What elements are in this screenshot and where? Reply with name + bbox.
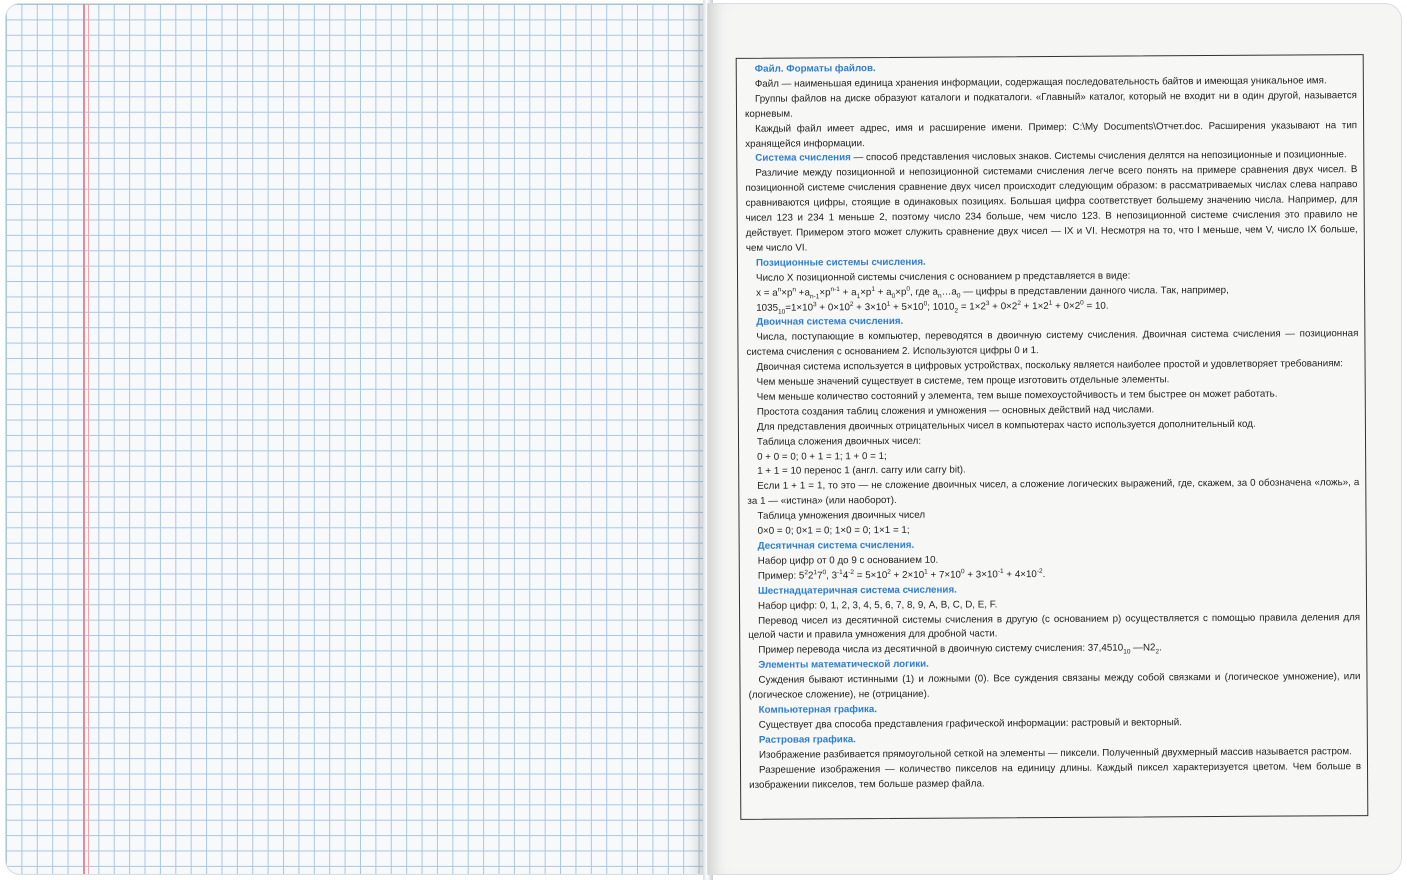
paragraph: Набор цифр: 0, 1, 2, 3, 4, 5, 6, 7, 8, 9, A, B, C, D, E, F. [757,598,998,612]
paragraph: Изображение разбивается прямоугольной сеткой на элементы — пиксели. Полученный двухмерный массив называется растром. [758,745,1352,761]
section-title-graphics: Компьютерная графика. [758,704,878,716]
paragraph: Если 1 + 1 = 1, то это — не сложение двоичных чисел, а сложение логических выражений, где, скажем, за 0 обозначена «ложь», а за 1 — «истина» (или наоборот). [747,477,1360,508]
reference-page [708,4,1401,874]
margin-line [83,4,85,874]
paragraph: Двоичная система используется в цифровых устройствах, поскольку является наиболее простой и удовлетворяет требованиям: [756,358,1343,373]
paragraph: 1 + 1 = 10 перенос 1 (англ. carry или carry bit). [757,464,966,478]
paragraph: Таблица сложения двоичных чисел: [756,435,922,448]
paragraph: Числа, поступающие в компьютер, переводятся в двоичную систему счисления. Двоичная система счисления — позиционная система счисления с основанием 2. Используются цифры 0 и 1. [746,328,1359,359]
paragraph: Каждый файл имеет адрес, имя и расширение имени. Пример: C:\My Documents\Отчет.doc. Расширения указывают на тип хранящейся информации. [745,119,1358,150]
section-title-binary: Двоичная система счисления. [756,316,904,329]
paragraph: Чем меньше значений существует в системе, тем проще изготовить отдельные элементы. [756,374,1170,388]
margin-line-secondary [88,4,89,874]
numsys-text: — способ представления числовых знаков. Системы счисления делятся на непозиционные и позиционные. [850,149,1347,164]
reference-text [745,59,1361,793]
paragraph: Суждения бывают истинными (1) и ложными (0). Все суждения связаны между собой связками и (логическое умножение), или (логическое сложение), не (отрицание). [748,671,1361,701]
paragraph: Различие между позиционной и непозиционной системами счисления легче всего понять на примере сравнения двух чисел. В позиционной системе счисления сравнение двух чисел происходит следующим образом: в рассматриваемых числах слева направо сравниваются цифры, стоящие в одинаковых позициях. Большая цифра соответствует большему значению числа. Например, для чисел 123 и 234 1 меньше 2, поэтому число 234 больше, чем число 123. В непозиционной системе счисления это правило не действует. Примером этого может служить сравнение двух чисел — IX и VI. Несмотря на то, что I меньше, чем V, число IX больше, чем число VI. [745,164,1358,254]
section-title-decimal: Десятичная система счисления. [757,539,915,552]
paragraph: Группы файлов на диске образуют каталоги и подкаталоги. «Главный» каталог, который не входит ни в один другой, называется корневым. [744,89,1357,120]
section-title-raster: Растровая графика. [758,733,856,746]
paragraph: Простота создания таблиц сложения и умножения — основных действий над числами. [756,404,1155,418]
paragraph: Перевод чисел из десятичной системы счисления в другую (с основанием p) осуществляется с помощью правила деления для целой части и правила умножения для дробной части. [748,611,1361,642]
paragraph: Чем меньше количество состояний у элемента, тем выше помехоустойчивость и тем быстрее он может работать. [756,388,1278,403]
paragraph: Набор цифр от 0 до 9 с основанием 10. [757,554,939,567]
paragraph: Число X позиционной системы счисления с основанием p представляется в виде: [755,270,1131,284]
formula-line: $x = a^n\times p^n +a_{n-1}\times p^{n-1} + a_1\times p^1 + a_0\times p^0$, где $a_n\dots a_0$ — цифры в представлении данного числа. Так, например, [756,284,1229,301]
formula-line: Пример перевода числа из десятичной в двоичную систему счисления: $37,4510_{10}$ $—N2_2$. [758,642,1162,657]
formula-line: $1035_{10}=1\times 10^3 + 0\times 10^2 + 3\times 10^1 + 5\times 10^0$; $1010_2 = 1\times 2^3 + 0\times 2^2 + 1\times 2^1 + 0\times 2^0 = 10$. [756,299,1109,316]
paragraph: Для представления двоичных отрицательных чисел в компьютерах часто используется дополнительный код. [756,418,1256,433]
paragraph: Файл — наименьшая единица хранения информации, содержащая последовательность байтов и имеющая уникальное имя. [754,75,1327,90]
section-title-logic: Элементы математической логики. [758,659,929,672]
paragraph: Существует два способа представления графической информации: растровый и векторный. [758,717,1182,731]
section-title-positional: Позиционные системы счисления. [755,256,926,269]
paragraph: Разрешение изображения — количество пикселов на единицу длины. Каждый пиксел характеризуется цветом. Чем больше в изображении пикселов, тем больше размер файла. [749,760,1362,791]
section-title-hex: Шестнадцатеричная система счисления. [757,584,957,597]
graph-paper-page [6,4,706,874]
formula-line: Пример: $5^22^17^0$, $3^{-1}4^{-2} = 5\times 10^2 + 2\times 10^1 + 7\times 10^0 + 3\times 10^{-1} + 4\times 10^{-2}$. [757,567,1046,582]
reference-frame [736,54,1369,820]
section-title-files: Файл. Форматы файлов. [754,63,876,75]
section-title-numsys: Система счисления [755,152,851,165]
paragraph: Таблица умножения двоичных чисел [757,509,926,522]
paragraph: 0 + 0 = 0; 0 + 1 = 1; 1 + 0 = 1; [757,450,887,463]
paragraph: 0×0 = 0; 0×1 = 0; 1×0 = 0; 1×1 = 1; [757,524,910,537]
